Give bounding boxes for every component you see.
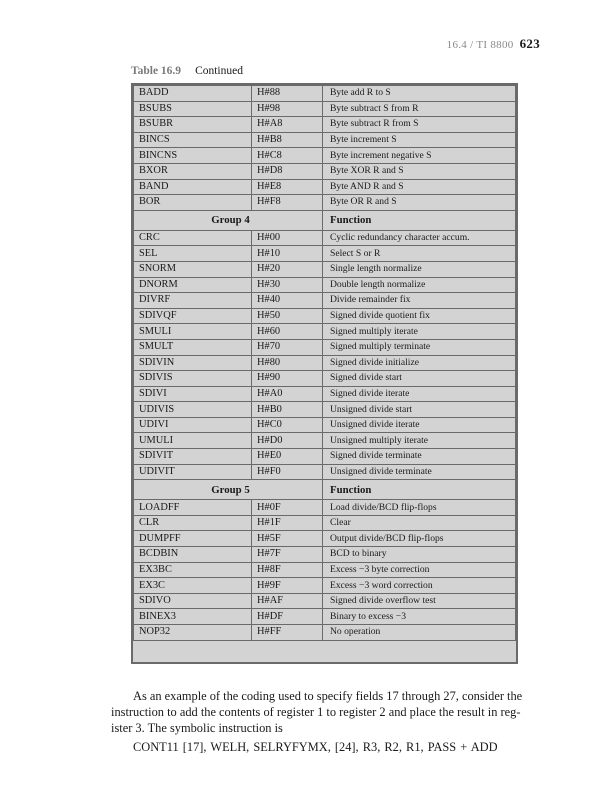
- opcode-cell: H#D8: [252, 163, 323, 179]
- mnemonic-cell: UMULI: [134, 433, 252, 449]
- mnemonic-cell: SDIVIS: [134, 371, 252, 387]
- function-cell: Signed divide initialize: [323, 355, 516, 371]
- mnemonic-cell: DUMPFF: [134, 531, 252, 547]
- function-cell: Select S or R: [323, 246, 516, 262]
- mnemonic-cell: SEL: [134, 246, 252, 262]
- table-row: [134, 324, 516, 340]
- opcode-cell: H#C0: [252, 417, 323, 433]
- table-row: [134, 179, 516, 195]
- table-title: Continued: [195, 65, 243, 77]
- opcode-cell: H#AF: [252, 593, 323, 609]
- mnemonic-cell: SMULT: [134, 339, 252, 355]
- table-row: [134, 195, 516, 211]
- function-cell: Cyclic redundancy character accum.: [323, 230, 516, 246]
- opcode-cell: H#7F: [252, 547, 323, 563]
- table-caption: [131, 65, 243, 77]
- table-row: [134, 277, 516, 293]
- function-cell: Excess −3 byte correction: [323, 562, 516, 578]
- table-row: [134, 308, 516, 324]
- body-paragraph: [111, 688, 541, 736]
- function-cell: Unsigned divide iterate: [323, 417, 516, 433]
- opcode-cell: H#5F: [252, 531, 323, 547]
- mnemonic-cell: DIVRF: [134, 293, 252, 309]
- mnemonic-cell: NOP32: [134, 625, 252, 641]
- group-header-row: [134, 210, 516, 230]
- table-row: [134, 449, 516, 465]
- table-label: Table 16.9: [131, 65, 182, 77]
- section-title: 16.4 / TI 8800: [446, 39, 514, 51]
- function-cell: Byte increment S: [323, 132, 516, 148]
- table-row: [134, 464, 516, 480]
- table-row: [134, 101, 516, 117]
- opcode-cell: H#0F: [252, 500, 323, 516]
- opcode-cell: H#98: [252, 101, 323, 117]
- function-cell: Byte subtract R from S: [323, 117, 516, 133]
- opcode-cell: H#DF: [252, 609, 323, 625]
- function-cell: Byte AND R and S: [323, 179, 516, 195]
- symbolic-instruction: CONT11 [17], WELH, SELRYFYMX, [24], R3, R2, R1, PASS + ADD: [133, 740, 498, 754]
- mnemonic-cell: DNORM: [134, 277, 252, 293]
- function-cell: Clear: [323, 515, 516, 531]
- opcode-cell: H#B0: [252, 402, 323, 418]
- function-cell: Excess −3 word correction: [323, 578, 516, 594]
- function-header: Function: [323, 210, 516, 230]
- opcode-cell: H#20: [252, 261, 323, 277]
- mnemonic-cell: UDIVI: [134, 417, 252, 433]
- function-cell: Divide remainder fix: [323, 293, 516, 309]
- function-cell: Byte add R to S: [323, 86, 516, 102]
- table-row: [134, 515, 516, 531]
- function-cell: No operation: [323, 625, 516, 641]
- opcode-cell: H#70: [252, 339, 323, 355]
- table-row: [134, 261, 516, 277]
- function-cell: Signed divide iterate: [323, 386, 516, 402]
- mnemonic-cell: SDIVIT: [134, 449, 252, 465]
- function-cell: Unsigned divide terminate: [323, 464, 516, 480]
- table-row: [134, 163, 516, 179]
- function-cell: Byte subtract S from R: [323, 101, 516, 117]
- function-cell: Byte XOR R and S: [323, 163, 516, 179]
- function-cell: Output divide/BCD flip-flops: [323, 531, 516, 547]
- table-row: [134, 230, 516, 246]
- mnemonic-cell: SNORM: [134, 261, 252, 277]
- function-cell: Signed multiply iterate: [323, 324, 516, 340]
- table-row: [134, 339, 516, 355]
- paragraph-line: instruction to add the contents of register 1 to register 2 and place the result in reg-: [111, 705, 521, 719]
- opcode-cell: H#10: [252, 246, 323, 262]
- function-cell: BCD to binary: [323, 547, 516, 563]
- table-body: [134, 86, 516, 641]
- mnemonic-cell: LOADFF: [134, 500, 252, 516]
- mnemonic-cell: UDIVIT: [134, 464, 252, 480]
- function-cell: Signed divide overflow test: [323, 593, 516, 609]
- group-header-row: [134, 480, 516, 500]
- table-row: [134, 117, 516, 133]
- opcode-cell: H#50: [252, 308, 323, 324]
- mnemonic-cell: BSUBR: [134, 117, 252, 133]
- table-row: [134, 402, 516, 418]
- function-cell: Unsigned multiply iterate: [323, 433, 516, 449]
- opcode-cell: H#40: [252, 293, 323, 309]
- table-row: [134, 148, 516, 164]
- opcode-cell: H#88: [252, 86, 323, 102]
- mnemonic-cell: EX3C: [134, 578, 252, 594]
- mnemonic-cell: SDIVI: [134, 386, 252, 402]
- opcode-cell: H#F8: [252, 195, 323, 211]
- table-row: [134, 417, 516, 433]
- function-header: Function: [323, 480, 516, 500]
- mnemonic-cell: SDIVQF: [134, 308, 252, 324]
- mnemonic-cell: BOR: [134, 195, 252, 211]
- mnemonic-cell: UDIVIS: [134, 402, 252, 418]
- mnemonic-cell: BINCNS: [134, 148, 252, 164]
- table-row: [134, 132, 516, 148]
- opcode-cell: H#60: [252, 324, 323, 340]
- function-cell: Signed multiply terminate: [323, 339, 516, 355]
- function-cell: Double length normalize: [323, 277, 516, 293]
- function-cell: Load divide/BCD flip-flops: [323, 500, 516, 516]
- table-row: [134, 433, 516, 449]
- page-number: 623: [519, 36, 540, 51]
- mnemonic-cell: BAND: [134, 179, 252, 195]
- mnemonic-cell: CRC: [134, 230, 252, 246]
- mnemonic-cell: SMULI: [134, 324, 252, 340]
- paragraph-line: As an example of the coding used to specify fields 17 through 27, consider the: [133, 689, 523, 703]
- table-row: [134, 386, 516, 402]
- opcode-cell: H#D0: [252, 433, 323, 449]
- mnemonic-cell: EX3BC: [134, 562, 252, 578]
- group-name: Group 5: [134, 480, 323, 500]
- table-row: [134, 371, 516, 387]
- table-row: [134, 547, 516, 563]
- function-cell: Byte increment negative S: [323, 148, 516, 164]
- mnemonic-cell: BINCS: [134, 132, 252, 148]
- opcode-cell: H#FF: [252, 625, 323, 641]
- function-cell: Signed divide quotient fix: [323, 308, 516, 324]
- table-row: [134, 355, 516, 371]
- table-row: [134, 246, 516, 262]
- running-head: [447, 36, 540, 52]
- opcode-cell: H#9F: [252, 578, 323, 594]
- opcode-cell: H#8F: [252, 562, 323, 578]
- mnemonic-cell: BADD: [134, 86, 252, 102]
- paragraph-line: ister 3. The symbolic instruction is: [111, 721, 283, 735]
- function-cell: Unsigned divide start: [323, 402, 516, 418]
- opcode-cell: H#A8: [252, 117, 323, 133]
- mnemonic-cell: CLR: [134, 515, 252, 531]
- opcode-cell: H#F0: [252, 464, 323, 480]
- group-name: Group 4: [134, 210, 323, 230]
- mnemonic-cell: SDIVO: [134, 593, 252, 609]
- opcode-cell: H#C8: [252, 148, 323, 164]
- table-row: [134, 562, 516, 578]
- table-row: [134, 625, 516, 641]
- opcode-cell: H#00: [252, 230, 323, 246]
- mnemonic-cell: BINEX3: [134, 609, 252, 625]
- table-row: [134, 293, 516, 309]
- opcode-table: [131, 83, 518, 664]
- function-cell: Binary to excess −3: [323, 609, 516, 625]
- function-cell: Single length normalize: [323, 261, 516, 277]
- opcode-cell: H#30: [252, 277, 323, 293]
- opcode-cell: H#1F: [252, 515, 323, 531]
- function-cell: Signed divide terminate: [323, 449, 516, 465]
- function-cell: Signed divide start: [323, 371, 516, 387]
- mnemonic-cell: BXOR: [134, 163, 252, 179]
- opcode-cell: H#A0: [252, 386, 323, 402]
- opcode-cell: H#90: [252, 371, 323, 387]
- table-row: [134, 609, 516, 625]
- opcode-cell: H#E0: [252, 449, 323, 465]
- table-row: [134, 86, 516, 102]
- opcode-cell: H#B8: [252, 132, 323, 148]
- opcode-cell: H#E8: [252, 179, 323, 195]
- table-row: [134, 500, 516, 516]
- opcode-cell: H#80: [252, 355, 323, 371]
- table-row: [134, 593, 516, 609]
- mnemonic-cell: SDIVIN: [134, 355, 252, 371]
- function-cell: Byte OR R and S: [323, 195, 516, 211]
- mnemonic-cell: BSUBS: [134, 101, 252, 117]
- table-row: [134, 531, 516, 547]
- table-row: [134, 578, 516, 594]
- mnemonic-cell: BCDBIN: [134, 547, 252, 563]
